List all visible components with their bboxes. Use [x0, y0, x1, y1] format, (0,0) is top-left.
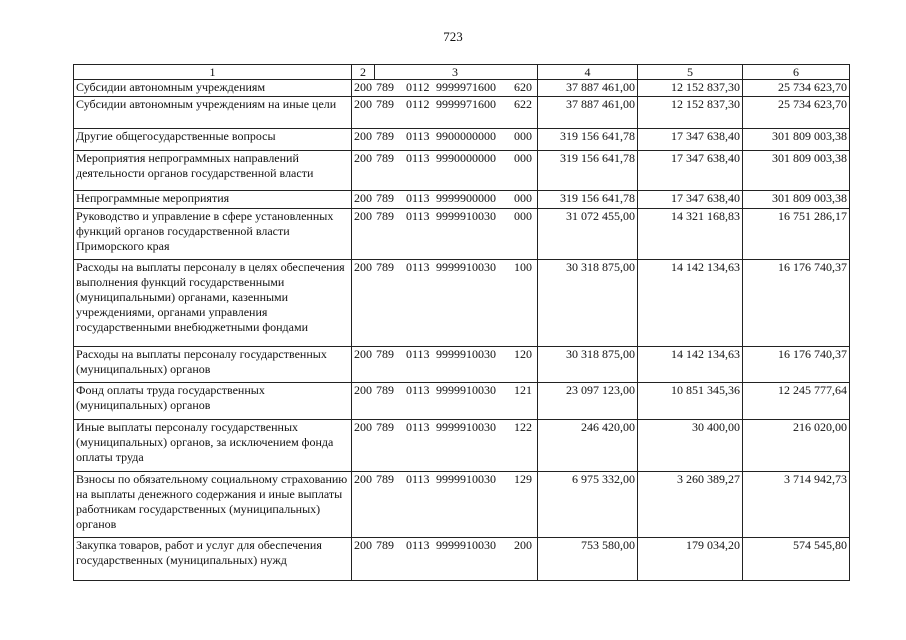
row-value-5: 10 851 345,36	[638, 383, 743, 420]
code-grbs: 789	[376, 151, 394, 165]
row-value-5: 179 034,20	[638, 538, 743, 581]
code-grbs: 789	[376, 97, 394, 111]
row-name: Закупка товаров, работ и услуг для обеспечения государственных (муниципальных) нужд	[74, 538, 352, 581]
table-row	[74, 420, 850, 472]
code-ministry: 200	[354, 97, 372, 111]
row-value-6: 301 809 003,38	[743, 191, 850, 209]
code-ministry: 200	[354, 383, 372, 397]
code-expense-type: 100	[514, 260, 532, 274]
row-codes	[352, 260, 538, 347]
code-expense-type: 000	[514, 151, 532, 165]
row-name: Непрограммные мероприятия	[74, 191, 352, 209]
row-value-4: 319 156 641,78	[538, 151, 638, 191]
row-name: Другие общегосударственные вопросы	[74, 129, 352, 151]
header-col-2: 2	[352, 65, 375, 79]
code-ministry: 200	[354, 538, 372, 552]
row-value-5: 3 260 389,27	[638, 472, 743, 538]
row-value-4: 319 156 641,78	[538, 129, 638, 151]
table-row	[74, 80, 850, 97]
code-grbs: 789	[376, 472, 394, 486]
code-section: 0113	[406, 151, 430, 165]
row-value-5: 17 347 638,40	[638, 191, 743, 209]
header-col-6: 6	[743, 65, 850, 80]
table-row	[74, 347, 850, 383]
row-value-4: 319 156 641,78	[538, 191, 638, 209]
code-section: 0113	[406, 538, 430, 552]
row-value-4: 23 097 123,00	[538, 383, 638, 420]
code-grbs: 789	[376, 80, 394, 94]
row-value-6: 16 176 740,37	[743, 347, 850, 383]
code-target: 9900000000	[436, 129, 496, 143]
code-target: 9999910030	[436, 383, 496, 397]
row-name: Фонд оплаты труда государственных (муниципальных) органов	[74, 383, 352, 420]
table-row	[74, 260, 850, 347]
code-section: 0113	[406, 129, 430, 143]
code-section: 0113	[406, 420, 430, 434]
row-name: Взносы по обязательному социальному страхованию на выплаты денежного содержания и иные выплаты работникам государственных (муниципальных) органов	[74, 472, 352, 538]
row-value-6: 216 020,00	[743, 420, 850, 472]
table-header-row	[74, 65, 850, 80]
row-value-5: 17 347 638,40	[638, 129, 743, 151]
code-ministry: 200	[354, 260, 372, 274]
table-row	[74, 538, 850, 581]
code-ministry: 200	[354, 472, 372, 486]
row-codes	[352, 97, 538, 129]
row-value-6: 3 714 942,73	[743, 472, 850, 538]
row-codes	[352, 209, 538, 260]
code-expense-type: 122	[514, 420, 532, 434]
code-target: 9990000000	[436, 151, 496, 165]
row-name: Руководство и управление в сфере установленных функций органов государственной власти Приморского края	[74, 209, 352, 260]
code-grbs: 789	[376, 538, 394, 552]
header-col-5: 5	[638, 65, 743, 80]
code-expense-type: 120	[514, 347, 532, 361]
table-row	[74, 472, 850, 538]
row-value-6: 25 734 623,70	[743, 80, 850, 97]
header-col-1: 1	[74, 65, 352, 80]
row-value-6: 16 176 740,37	[743, 260, 850, 347]
row-value-4: 30 318 875,00	[538, 347, 638, 383]
code-section: 0113	[406, 191, 430, 205]
row-name: Расходы на выплаты персоналу государственных (муниципальных) органов	[74, 347, 352, 383]
code-expense-type: 121	[514, 383, 532, 397]
code-section: 0112	[406, 80, 430, 94]
header-col-3: 3	[452, 65, 458, 79]
code-section: 0113	[406, 209, 430, 223]
code-grbs: 789	[376, 209, 394, 223]
code-ministry: 200	[354, 420, 372, 434]
code-ministry: 200	[354, 129, 372, 143]
table-row	[74, 129, 850, 151]
row-name: Мероприятия непрограммных направлений деятельности органов государственной власти	[74, 151, 352, 191]
row-value-5: 14 142 134,63	[638, 347, 743, 383]
code-section: 0113	[406, 347, 430, 361]
code-section: 0113	[406, 383, 430, 397]
code-ministry: 200	[354, 80, 372, 94]
code-grbs: 789	[376, 347, 394, 361]
row-value-4: 31 072 455,00	[538, 209, 638, 260]
code-expense-type: 200	[514, 538, 532, 552]
row-value-5: 14 142 134,63	[638, 260, 743, 347]
row-codes	[352, 420, 538, 472]
row-name: Расходы на выплаты персоналу в целях обеспечения выполнения функций государственными (муниципальными) органами, казенными учреждениями, органами управления государственными внебюджетными фондами	[74, 260, 352, 347]
code-target: 9999971600	[436, 80, 496, 94]
code-expense-type: 000	[514, 191, 532, 205]
row-codes	[352, 191, 538, 209]
code-section: 0113	[406, 472, 430, 486]
row-codes	[352, 383, 538, 420]
row-value-4: 753 580,00	[538, 538, 638, 581]
code-grbs: 789	[376, 191, 394, 205]
code-ministry: 200	[354, 191, 372, 205]
row-value-6: 12 245 777,64	[743, 383, 850, 420]
row-name: Субсидии автономным учреждениям на иные цели	[74, 97, 352, 129]
code-target: 9999910030	[436, 472, 496, 486]
row-codes	[352, 129, 538, 151]
row-value-5: 14 321 168,83	[638, 209, 743, 260]
code-expense-type: 620	[514, 80, 532, 94]
row-value-5: 12 152 837,30	[638, 97, 743, 129]
row-value-5: 12 152 837,30	[638, 80, 743, 97]
code-section: 0113	[406, 260, 430, 274]
row-value-4: 37 887 461,00	[538, 80, 638, 97]
code-expense-type: 000	[514, 129, 532, 143]
code-target: 9999910030	[436, 209, 496, 223]
row-codes	[352, 80, 538, 97]
code-expense-type: 000	[514, 209, 532, 223]
table-row	[74, 209, 850, 260]
row-value-6: 25 734 623,70	[743, 97, 850, 129]
row-codes	[352, 347, 538, 383]
code-target: 9999910030	[436, 347, 496, 361]
row-codes	[352, 538, 538, 581]
code-grbs: 789	[376, 420, 394, 434]
code-expense-type: 622	[514, 97, 532, 111]
page-number: 723	[443, 29, 463, 44]
row-value-6: 16 751 286,17	[743, 209, 850, 260]
code-target: 9999900000	[436, 191, 496, 205]
row-value-6: 301 809 003,38	[743, 129, 850, 151]
table-row	[74, 151, 850, 191]
header-col-4: 4	[538, 65, 638, 80]
row-value-4: 37 887 461,00	[538, 97, 638, 129]
row-codes	[352, 472, 538, 538]
row-value-4: 6 975 332,00	[538, 472, 638, 538]
code-grbs: 789	[376, 129, 394, 143]
row-value-4: 246 420,00	[538, 420, 638, 472]
code-target: 9999910030	[436, 260, 496, 274]
header-col-2-3	[352, 65, 538, 80]
table-row	[74, 383, 850, 420]
code-grbs: 789	[376, 383, 394, 397]
row-value-6: 301 809 003,38	[743, 151, 850, 191]
budget-table	[73, 64, 850, 581]
row-name: Иные выплаты персоналу государственных (муниципальных) органов, за исключением фонда оплаты труда	[74, 420, 352, 472]
code-ministry: 200	[354, 151, 372, 165]
row-value-5: 30 400,00	[638, 420, 743, 472]
code-grbs: 789	[376, 260, 394, 274]
code-target: 9999971600	[436, 97, 496, 111]
code-ministry: 200	[354, 347, 372, 361]
code-target: 9999910030	[436, 538, 496, 552]
row-value-4: 30 318 875,00	[538, 260, 638, 347]
row-codes	[352, 151, 538, 191]
code-target: 9999910030	[436, 420, 496, 434]
code-expense-type: 129	[514, 472, 532, 486]
code-section: 0112	[406, 97, 430, 111]
table-row	[74, 97, 850, 129]
table-row	[74, 191, 850, 209]
row-value-5: 17 347 638,40	[638, 151, 743, 191]
code-ministry: 200	[354, 209, 372, 223]
row-value-6: 574 545,80	[743, 538, 850, 581]
row-name: Субсидии автономным учреждениям	[74, 80, 352, 97]
